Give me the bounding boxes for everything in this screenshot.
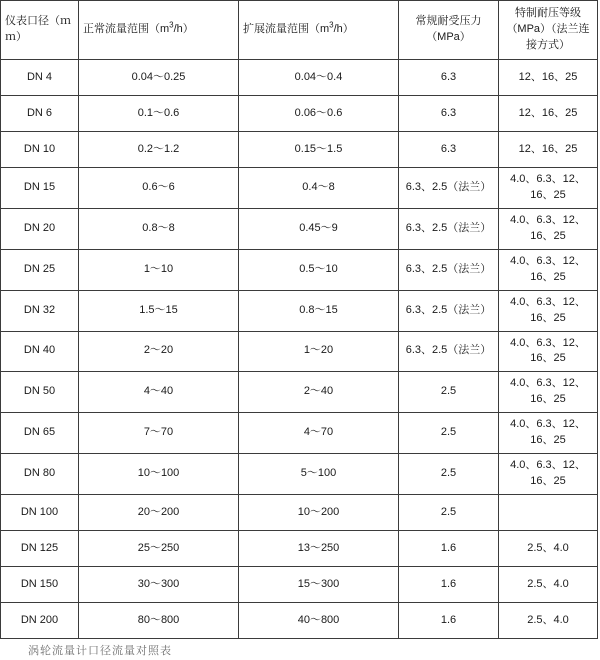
cell-normal-flow: 80～800 xyxy=(79,603,239,639)
header-superscript-extended: 3 xyxy=(329,20,334,30)
table-row xyxy=(1,413,598,454)
header-row xyxy=(1,1,598,60)
cell-special-pressure: 4.0、6.3、12、16、25 xyxy=(499,168,598,209)
cell-extended-flow: 40～800 xyxy=(239,603,399,639)
table-body xyxy=(1,60,598,639)
cell-special-pressure: 2.5、4.0 xyxy=(499,603,598,639)
header-superscript-normal: 3 xyxy=(169,20,174,30)
cell-normal-flow: 0.8～8 xyxy=(79,208,239,249)
cell-normal-flow: 0.2～1.2 xyxy=(79,132,239,168)
cell-standard-pressure: 1.6 xyxy=(399,603,499,639)
cell-normal-flow: 7～70 xyxy=(79,413,239,454)
cell-extended-flow: 0.45～9 xyxy=(239,208,399,249)
cell-normal-flow: 0.6～6 xyxy=(79,168,239,209)
cell-diameter: DN 6 xyxy=(1,96,79,132)
table-row xyxy=(1,290,598,331)
cell-standard-pressure: 1.6 xyxy=(399,531,499,567)
table-row xyxy=(1,96,598,132)
cell-standard-pressure: 6.3、2.5（法兰） xyxy=(399,168,499,209)
cell-extended-flow: 10～200 xyxy=(239,495,399,531)
header-label-standard-pressure: 常规耐受压力（MPa） xyxy=(415,15,482,43)
cell-diameter: DN 4 xyxy=(1,60,79,96)
cell-extended-flow: 0.15～1.5 xyxy=(239,132,399,168)
cell-standard-pressure: 2.5 xyxy=(399,454,499,495)
cell-standard-pressure: 6.3、2.5（法兰） xyxy=(399,290,499,331)
cell-normal-flow: 2～20 xyxy=(79,331,239,372)
cell-extended-flow: 13～250 xyxy=(239,531,399,567)
cell-diameter: DN 80 xyxy=(1,454,79,495)
header-cell-extended-flow xyxy=(239,1,399,60)
cell-diameter: DN 40 xyxy=(1,331,79,372)
cell-special-pressure: 12、16、25 xyxy=(499,96,598,132)
cell-standard-pressure: 6.3 xyxy=(399,96,499,132)
cell-normal-flow: 4～40 xyxy=(79,372,239,413)
cell-normal-flow: 25～250 xyxy=(79,531,239,567)
cell-diameter: DN 15 xyxy=(1,168,79,209)
header-cell-standard-pressure xyxy=(399,1,499,60)
header-label-normal-flow-pre: 正常流量范围（m xyxy=(83,23,170,36)
cell-extended-flow: 1～20 xyxy=(239,331,399,372)
cell-standard-pressure: 2.5 xyxy=(399,495,499,531)
cell-normal-flow: 0.04～0.25 xyxy=(79,60,239,96)
cell-standard-pressure: 2.5 xyxy=(399,413,499,454)
cell-standard-pressure: 6.3 xyxy=(399,60,499,96)
table-row xyxy=(1,603,598,639)
table-row xyxy=(1,372,598,413)
cell-standard-pressure: 6.3、2.5（法兰） xyxy=(399,208,499,249)
table-row xyxy=(1,567,598,603)
cell-normal-flow: 1.5～15 xyxy=(79,290,239,331)
cell-extended-flow: 0.04～0.4 xyxy=(239,60,399,96)
cell-diameter: DN 25 xyxy=(1,249,79,290)
cell-diameter: DN 150 xyxy=(1,567,79,603)
cell-special-pressure: 2.5、4.0 xyxy=(499,567,598,603)
cell-special-pressure: 4.0、6.3、12、16、25 xyxy=(499,413,598,454)
table-row xyxy=(1,249,598,290)
table-header xyxy=(1,1,598,60)
cell-extended-flow: 0.5～10 xyxy=(239,249,399,290)
cell-special-pressure: 4.0、6.3、12、16、25 xyxy=(499,331,598,372)
header-label-extended-flow-post: /h） xyxy=(333,23,354,36)
cell-normal-flow: 30～300 xyxy=(79,567,239,603)
header-cell-special-pressure xyxy=(499,1,598,60)
cell-extended-flow: 2～40 xyxy=(239,372,399,413)
table-row xyxy=(1,60,598,96)
cell-normal-flow: 10～100 xyxy=(79,454,239,495)
cell-extended-flow: 0.06～0.6 xyxy=(239,96,399,132)
cell-standard-pressure: 6.3、2.5（法兰） xyxy=(399,331,499,372)
cell-diameter: DN 20 xyxy=(1,208,79,249)
cell-diameter: DN 10 xyxy=(1,132,79,168)
cell-diameter: DN 50 xyxy=(1,372,79,413)
cell-diameter: DN 200 xyxy=(1,603,79,639)
table-row xyxy=(1,331,598,372)
header-label-extended-flow-pre: 扩展流量范围（m xyxy=(243,23,330,36)
cell-diameter: DN 65 xyxy=(1,413,79,454)
cell-special-pressure: 2.5、4.0 xyxy=(499,531,598,567)
cell-standard-pressure: 6.3 xyxy=(399,132,499,168)
table-row xyxy=(1,495,598,531)
cell-special-pressure: 4.0、6.3、12、16、25 xyxy=(499,208,598,249)
cell-standard-pressure: 6.3、2.5（法兰） xyxy=(399,249,499,290)
cell-diameter: DN 125 xyxy=(1,531,79,567)
cell-special-pressure: 12、16、25 xyxy=(499,60,598,96)
cell-normal-flow: 20～200 xyxy=(79,495,239,531)
cell-normal-flow: 0.1～0.6 xyxy=(79,96,239,132)
header-cell-normal-flow xyxy=(79,1,239,60)
header-label-special-pressure: 特制耐压等级（MPa）（法兰连接方式） xyxy=(506,7,590,51)
table-row xyxy=(1,208,598,249)
table-row xyxy=(1,132,598,168)
cell-diameter: DN 32 xyxy=(1,290,79,331)
table-row xyxy=(1,531,598,567)
cell-standard-pressure: 2.5 xyxy=(399,372,499,413)
table-row xyxy=(1,168,598,209)
cell-special-pressure: 12、16、25 xyxy=(499,132,598,168)
cell-normal-flow: 1～10 xyxy=(79,249,239,290)
cell-extended-flow: 4～70 xyxy=(239,413,399,454)
cell-special-pressure xyxy=(499,495,598,531)
header-label-normal-flow-post: /h） xyxy=(173,23,194,36)
cell-special-pressure: 4.0、6.3、12、16、25 xyxy=(499,454,598,495)
cell-special-pressure: 4.0、6.3、12、16、25 xyxy=(499,372,598,413)
table-row xyxy=(1,454,598,495)
cell-extended-flow: 0.4～8 xyxy=(239,168,399,209)
cell-standard-pressure: 1.6 xyxy=(399,567,499,603)
cell-special-pressure: 4.0、6.3、12、16、25 xyxy=(499,290,598,331)
cell-extended-flow: 5～100 xyxy=(239,454,399,495)
cell-extended-flow: 0.8～15 xyxy=(239,290,399,331)
cell-extended-flow: 15～300 xyxy=(239,567,399,603)
cell-diameter: DN 100 xyxy=(1,495,79,531)
footer-note: 涡轮流量计口径流量对照表 xyxy=(28,645,172,657)
cell-special-pressure: 4.0、6.3、12、16、25 xyxy=(499,249,598,290)
header-cell-diameter xyxy=(1,1,79,60)
header-label-diameter: 仪表口径（ｍ ｍ） xyxy=(5,15,71,43)
